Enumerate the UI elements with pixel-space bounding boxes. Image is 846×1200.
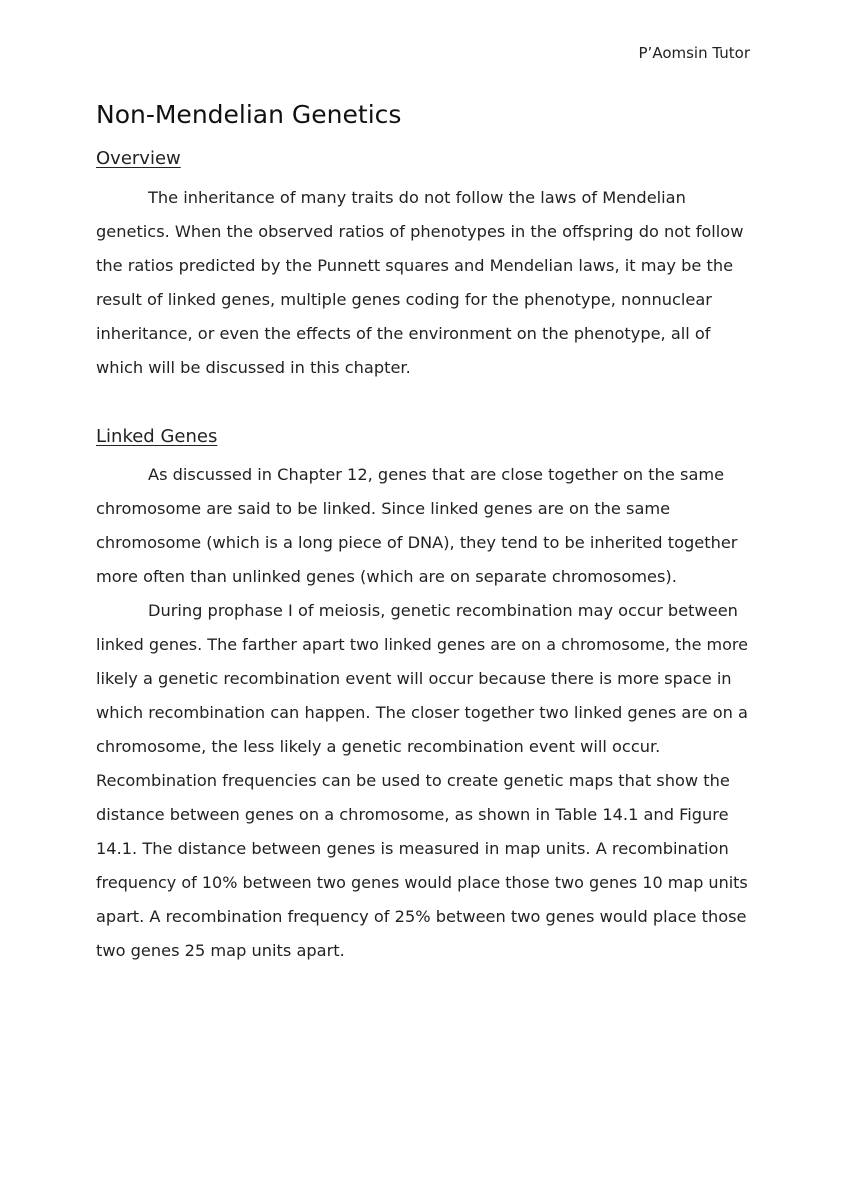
paragraph-line: which will be discussed in this chapter.	[96, 358, 411, 377]
paragraph-line: the ratios predicted by the Punnett squares and Mendelian laws, it may be the	[96, 256, 734, 275]
paragraph-line: chromosome are said to be linked. Since linked genes are on the same	[96, 499, 671, 518]
paragraph-line: distance between genes on a chromosome, as shown in Table 14.1 and Figure	[96, 805, 729, 824]
document-title: Non-Mendelian Genetics	[96, 100, 402, 129]
paragraph-line: two genes 25 map units apart.	[96, 941, 345, 960]
section-heading-overview: Overview	[96, 148, 181, 169]
paragraph-line: As discussed in Chapter 12, genes that are close together on the same	[148, 465, 725, 484]
section-heading-linked-genes: Linked Genes	[96, 426, 218, 447]
paragraph-line: Recombination frequencies can be used to create genetic maps that show the	[96, 771, 730, 790]
paragraph-line: which recombination can happen. The closer together two linked genes are on a	[96, 703, 748, 722]
paragraph-line: chromosome, the less likely a genetic recombination event will occur.	[96, 737, 661, 756]
paragraph-line: linked genes. The farther apart two linked genes are on a chromosome, the more	[96, 635, 748, 654]
paragraph-line: During prophase I of meiosis, genetic recombination may occur between	[148, 601, 738, 620]
paragraph-line: result of linked genes, multiple genes coding for the phenotype, nonnuclear	[96, 290, 712, 309]
paragraph-line: frequency of 10% between two genes would place those two genes 10 map units	[96, 873, 748, 892]
paragraph-line: apart. A recombination frequency of 25% between two genes would place those	[96, 907, 747, 926]
paragraph-line: 14.1. The distance between genes is measured in map units. A recombination	[96, 839, 729, 858]
paragraph-line: chromosome (which is a long piece of DNA), they tend to be inherited together	[96, 533, 738, 552]
paragraph-line: inheritance, or even the effects of the environment on the phenotype, all of	[96, 324, 711, 343]
paragraph-line: likely a genetic recombination event will occur because there is more space in	[96, 669, 732, 688]
header-author: P’Aomsin Tutor	[638, 44, 750, 62]
paragraph-line: The inheritance of many traits do not follow the laws of Mendelian	[148, 188, 686, 207]
paragraph-line: genetics. When the observed ratios of phenotypes in the offspring do not follow	[96, 222, 744, 241]
paragraph-line: more often than unlinked genes (which are on separate chromosomes).	[96, 567, 677, 586]
